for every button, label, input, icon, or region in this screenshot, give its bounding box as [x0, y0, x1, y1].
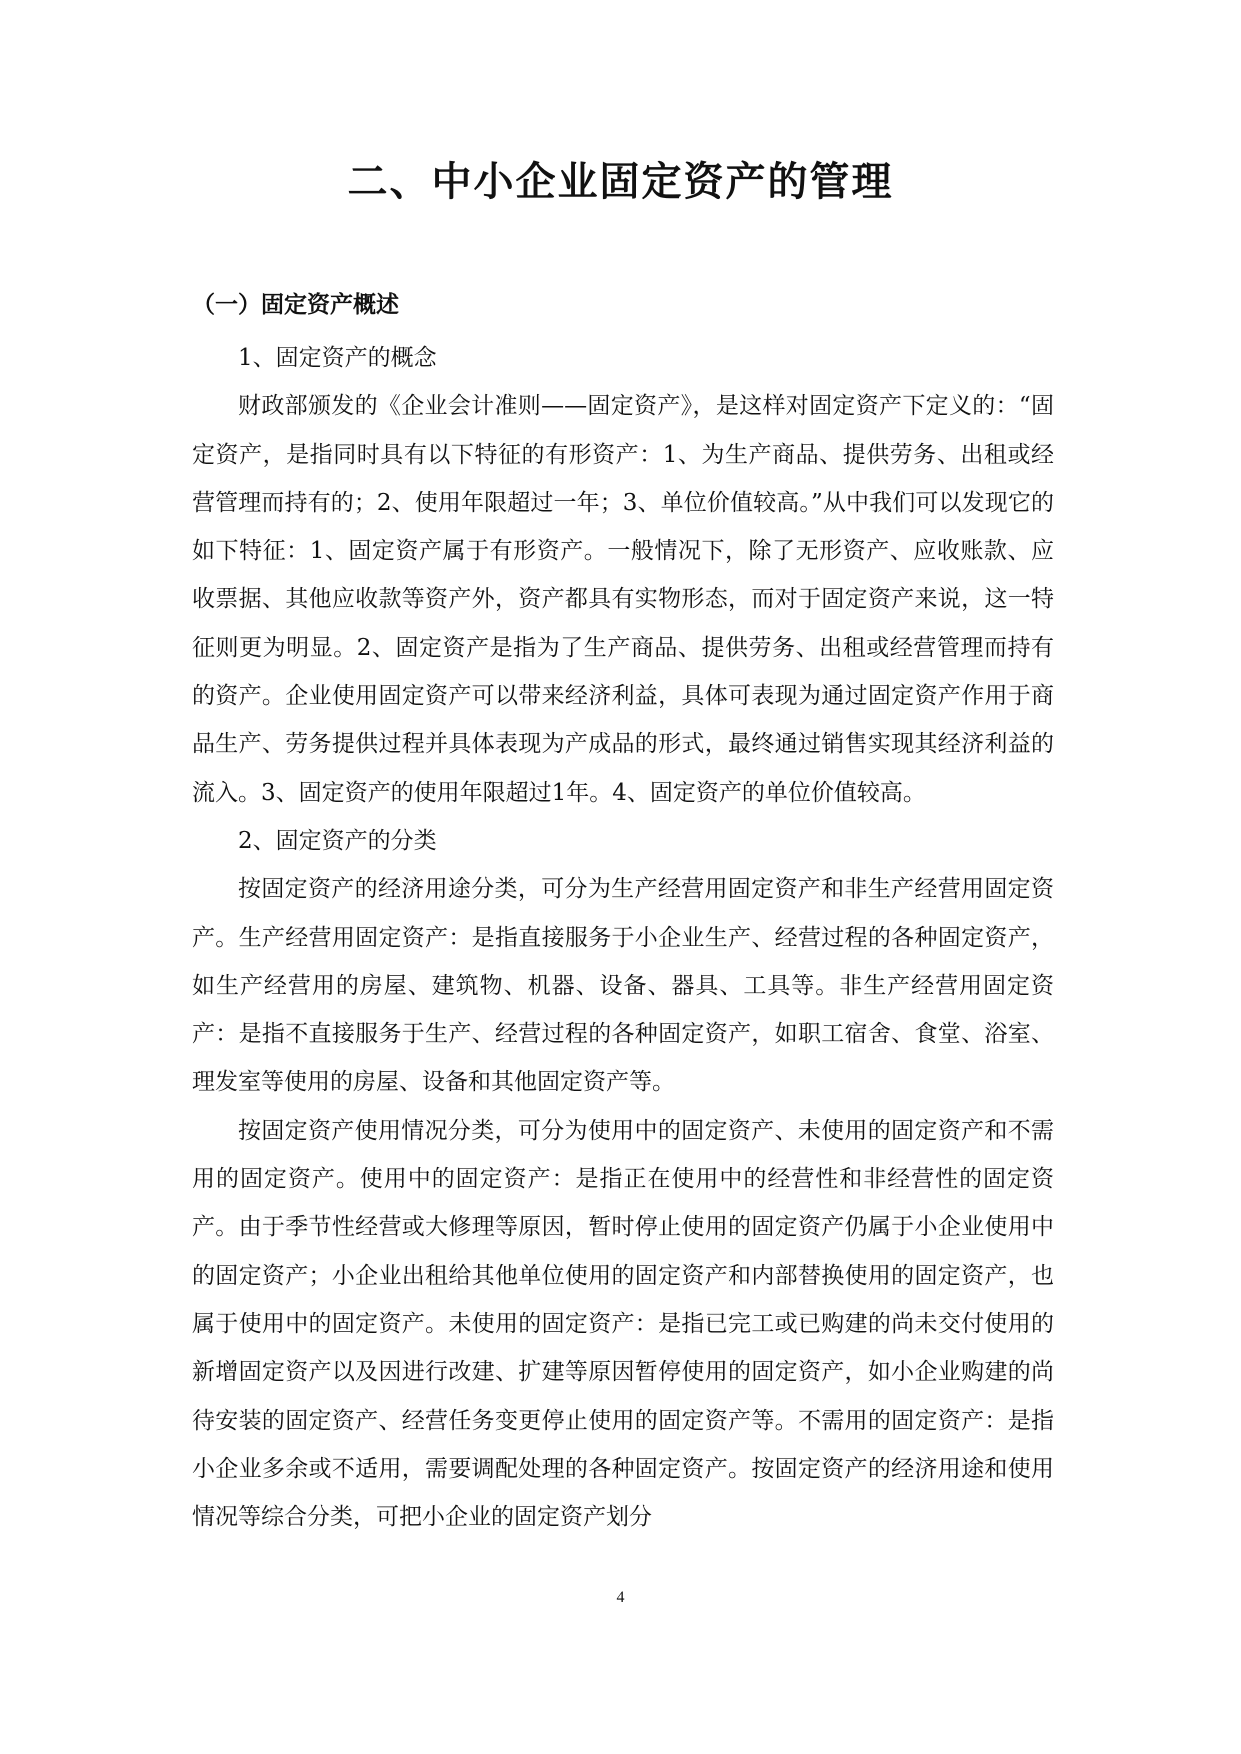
paragraph-definition: 财政部颁发的《企业会计准则——固定资产》，是这样对固定资产下定义的：“固定资产，是指同时具有以下特征的有形资产：1、为生产商品、提供劳务、出租或经营管理而持有的；2、使用年限超过一年；3、单位价值较高。”从中我们可以发现它的如下特征：1、固定资产属于有形资产。一般情况下，除了无形资产、应收账款、应收票据、其他应收款等资产外，资产都具有实物形态，而对于固定资产来说，这一特征则更为明显。2、固定资产是指为了生产商品、提供劳务、出租或经营管理而持有的资产。企业使用固定资产可以带来经济利益，具体可表现为通过固定资产作用于商品生产、劳务提供过程并具体表现为产成品的形式，最终通过销售实现其经济利益的流入。3、固定资产的使用年限超过1年。4、固定资产的单位价值较高。 — [192, 393, 1054, 806]
subheading-concept: 1、固定资产的概念 — [238, 345, 437, 371]
paragraph-usage-status: 按固定资产使用情况分类，可分为使用中的固定资产、未使用的固定资产和不需用的固定资产。使用中的固定资产：是指正在使用中的经营性和非经营性的固定资产。由于季节性经营或大修理等原因，暂时停止使用的固定资产仍属于小企业使用中的固定资产；小企业出租给其他单位使用的固定资产和内部替换使用的固定资产，也属于使用中的固定资产。未使用的固定资产：是指已完工或已购建的尚未交付使用的新增固定资产以及因进行改建、扩建等原因暂停使用的固定资产，如小企业购建的尚待安装的固定资产、经营任务变更停止使用的固定资产等。不需用的固定资产：是指小企业多余或不适用，需要调配处理的各种固定资产。按固定资产的经济用途和使用情况等综合分类，可把小企业的固定资产划分 — [192, 1117, 1054, 1531]
paragraph-economic-use: 按固定资产的经济用途分类，可分为生产经营用固定资产和非生产经营用固定资产。生产经营用固定资产：是指直接服务于小企业生产、经营过程的各种固定资产，如生产经营用的房屋、建筑物、机器、设备、器具、工具等。非生产经营用固定资产：是指不直接服务于生产、经营过程的各种固定资产，如职工宿舍、食堂、浴室、理发室等使用的房屋、设备和其他固定资产等。 — [192, 876, 1054, 1096]
page-title: 二、中小企业固定资产的管理 — [347, 159, 894, 205]
page-number: 4 — [616, 1589, 625, 1606]
document-body — [192, 334, 1054, 1541]
section-heading: （一）固定资产概述 — [192, 292, 399, 318]
subheading-classification: 2、固定资产的分类 — [238, 827, 437, 854]
